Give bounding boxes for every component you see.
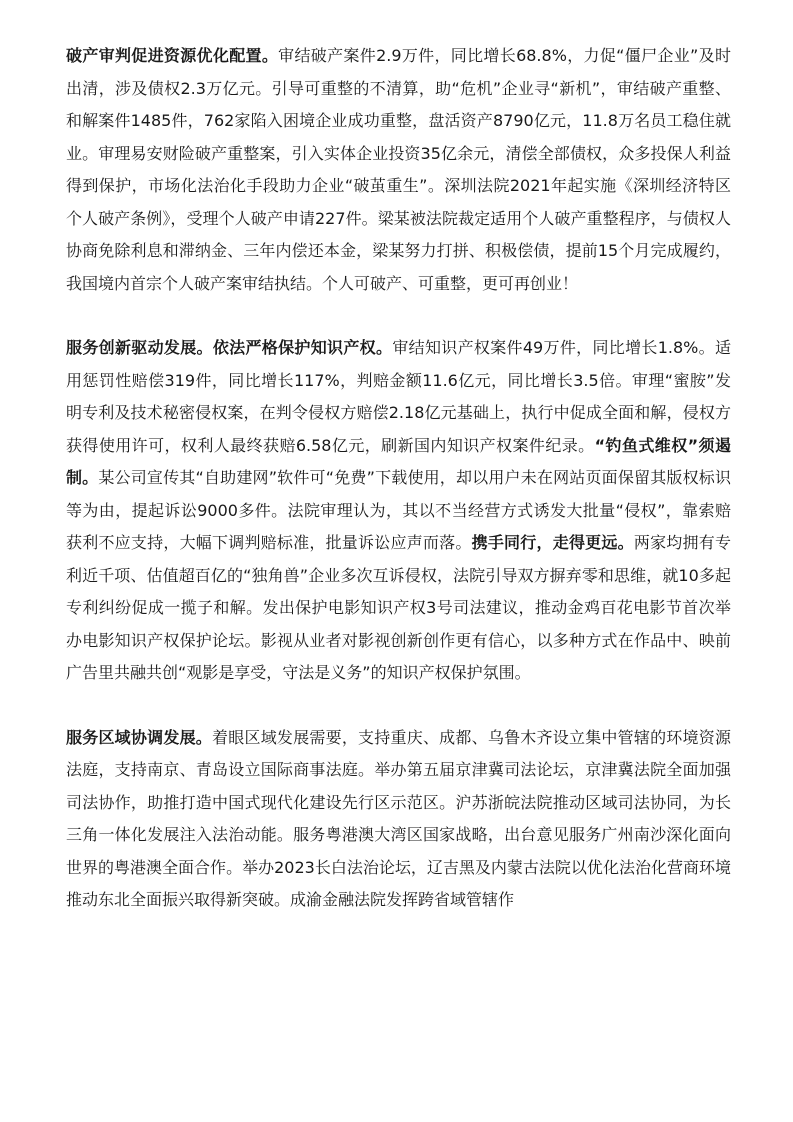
paragraph-body: 审结知识产权案件49万件，同比增长1.8%。适用惩罚性赔偿319件，同比增长117%，判赔金额11.6亿元，同比增长3.5倍。审理“蜜胺”发明专利及技术秘密侵权案，在判令侵权方赔偿2.18亿元基础上，执行中促成全面和解，侵权方获得使用许可，权利人最终获赔6.58亿元，刷新国内知识产权案件纪录。 [66, 338, 731, 455]
paragraph-bankruptcy [66, 40, 731, 300]
paragraph-body: 审结破产案件2.9万件，同比增长68.8%，力促“僵尸企业”及时出清，涉及债权2.3万亿元。引导可重整的不清算，助“危机”企业寻“新机”，审结破产重整、和解案件1485件，762家陷入困境企业成功重整，盘活资产8790亿元，11.8万名员工稳住就业。审理易安财险破产重整案，引入实体企业投资35亿余元，清偿全部债权，众多投保人利益得到保护，市场化法治化手段助力企业“破茧重生”。深圳法院2021年起实施《深圳经济特区个人破产条例》，受理个人破产申请227件。梁某被法院裁定适用个人破产重整程序，与债权人协商免除利息和滞纳金、三年内偿还本金，梁某努力打拼、积极偿债，提前15个月完成履约，我国境内首宗个人破产案审结执结。个人可破产、可重整，更可再创业！ [66, 46, 731, 293]
paragraph-heading: 破产审判促进资源优化配置。 [66, 46, 279, 65]
paragraph-subheading: 携手同行，走得更远。 [471, 533, 634, 552]
paragraph-heading: 服务创新驱动发展。依法严格保护知识产权。 [66, 338, 393, 357]
paragraph-body: 两家均拥有专利近千项、估值超百亿的“独角兽”企业多次互诉侵权，法院引导双方摒弃零和思维，就10多起专利纠纷促成一揽子和解。发出保护电影知识产权3号司法建议，推动金鸡百花电影节首次举办电影知识产权保护论坛。影视从业者对影视创新创作更有信心，以多种方式在作品中、映前广告里共融共创“观影是享受，守法是义务”的知识产权保护氛围。 [66, 533, 731, 682]
paragraph-heading: 服务区域协调发展。 [66, 727, 213, 747]
paragraph-body: 着眼区域发展需要，支持重庆、成都、乌鲁木齐设立集中管辖的环境资源法庭，支持南京、青岛设立国际商事法庭。举办第五届京津冀司法论坛，京津冀法院全面加强司法协作，助推打造中国式现代化建设先行区示范区。沪苏浙皖法院推动区域司法协同，为长三角一体化发展注入法治动能。服务粤港澳大湾区国家战略，出台意见服务广州南沙深化面向世界的粤港澳全面合作。举办2023长白法治论坛，辽吉黑及内蒙古法院以优化法治化营商环境推动东北全面振兴取得新突破。成渝金融法院发挥跨省域管辖作 [66, 727, 731, 909]
paragraph-innovation [66, 332, 731, 690]
paragraph-body: 某公司宣传其“自助建网”软件可“免费”下载使用，却以用户未在网站页面保留其版权标识等为由，提起诉讼9000多件。法院审理认为，其以不当经营方式诱发大批量“侵权”，靠索赔获利不应支持，大幅下调判赔标准，批量诉讼应声而落。 [66, 468, 731, 552]
paragraph-regional [66, 722, 731, 917]
paragraph-subheading: “钓鱼式维权”须遏制。 [66, 435, 731, 487]
